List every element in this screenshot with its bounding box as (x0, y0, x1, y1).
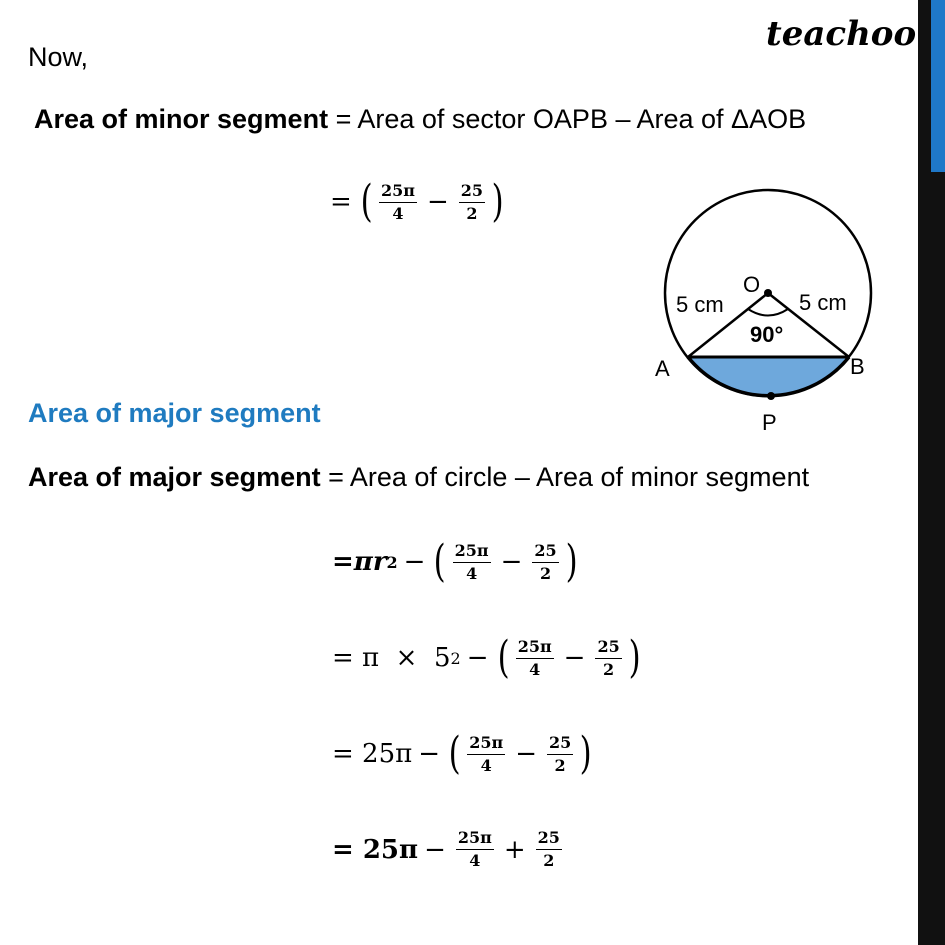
center-dot (764, 289, 772, 297)
open-paren: ( (360, 176, 373, 227)
open-paren: ( (434, 536, 447, 587)
minus-sign: − (563, 643, 586, 673)
plus-sign: + (503, 834, 526, 865)
minus-sign: − (515, 739, 537, 769)
close-paren: ) (579, 728, 592, 779)
open-paren: ( (497, 632, 510, 683)
close-paren: ) (491, 176, 504, 227)
major-line-2 (332, 632, 643, 683)
teachoo-logo: teachoo (766, 14, 917, 54)
minus-sign: − (424, 834, 446, 865)
angle-arc (748, 309, 788, 316)
open-paren: ( (448, 728, 461, 779)
major-segment-rest: = Area of circle – Area of minor segment (320, 462, 810, 492)
minus-sign: − (426, 187, 449, 217)
label-radius-right: 5 cm (799, 290, 847, 315)
twenty-five-pi: = 25π (332, 739, 413, 769)
fraction-25pi-over-4: $\frac{25\pi}{4}$ (457, 828, 492, 870)
minor-segment-rest: = Area of sector OAPB – Area of ΔAOB (328, 104, 807, 134)
fraction-25-over-2: $\frac{25}{2}$ (534, 540, 557, 583)
fraction-25-over-2: $\frac{25}{2}$ (548, 732, 572, 775)
close-paren: ) (628, 632, 641, 683)
minor-segment-heading: Area of minor segment (34, 104, 329, 134)
major-line-4 (332, 830, 566, 869)
label-radius-left: 5 cm (676, 292, 724, 317)
major-segment-statement (28, 462, 809, 493)
fraction-25pi-over-4: $\frac{25\pi}{4}$ (469, 732, 504, 775)
fraction-25pi-over-4: $\frac{25\pi}{4}$ (454, 540, 489, 583)
label-angle: 90° (750, 322, 784, 347)
label-o: O (743, 272, 761, 297)
minor-segment-shade (688, 357, 849, 396)
fraction-25-over-2: $\frac{25}{2}$ (597, 636, 620, 679)
eq-sign: = (332, 547, 354, 577)
exponent: 2 (386, 552, 398, 572)
label-a: A (655, 356, 670, 381)
minus-sign: − (403, 547, 426, 577)
fraction-25-over-2: $\frac{25}{2}$ (537, 828, 560, 870)
exponent: 2 (450, 648, 461, 668)
intro-now: Now, (28, 42, 89, 72)
minor-segment-expression (330, 176, 506, 227)
fraction-25pi-over-4: $\frac{25\pi}{4}$ (380, 180, 415, 223)
pi-r-term: πr (353, 547, 387, 577)
major-line-3 (332, 728, 594, 779)
major-segment-heading: Area of major segment (28, 462, 321, 492)
major-segment-title: Area of major segment (28, 398, 321, 428)
point-p-dot (767, 392, 775, 400)
major-line-1 (332, 536, 580, 587)
minus-sign: − (466, 643, 489, 673)
fraction-25pi-over-4: $\frac{25\pi}{4}$ (517, 636, 552, 679)
sidebar-accent-bar (931, 0, 945, 172)
eq-sign: = (330, 187, 352, 217)
close-paren: ) (565, 536, 578, 587)
pi-times-five: = π × 5 (332, 643, 451, 673)
label-b: B (850, 354, 865, 379)
twenty-five-pi: = 25π (332, 834, 419, 865)
fraction-25-over-2: $\frac{25}{2}$ (460, 180, 484, 223)
label-p: P (762, 410, 777, 435)
minus-sign: − (418, 739, 441, 769)
minor-segment-statement (34, 104, 806, 135)
minus-sign: − (500, 547, 523, 577)
